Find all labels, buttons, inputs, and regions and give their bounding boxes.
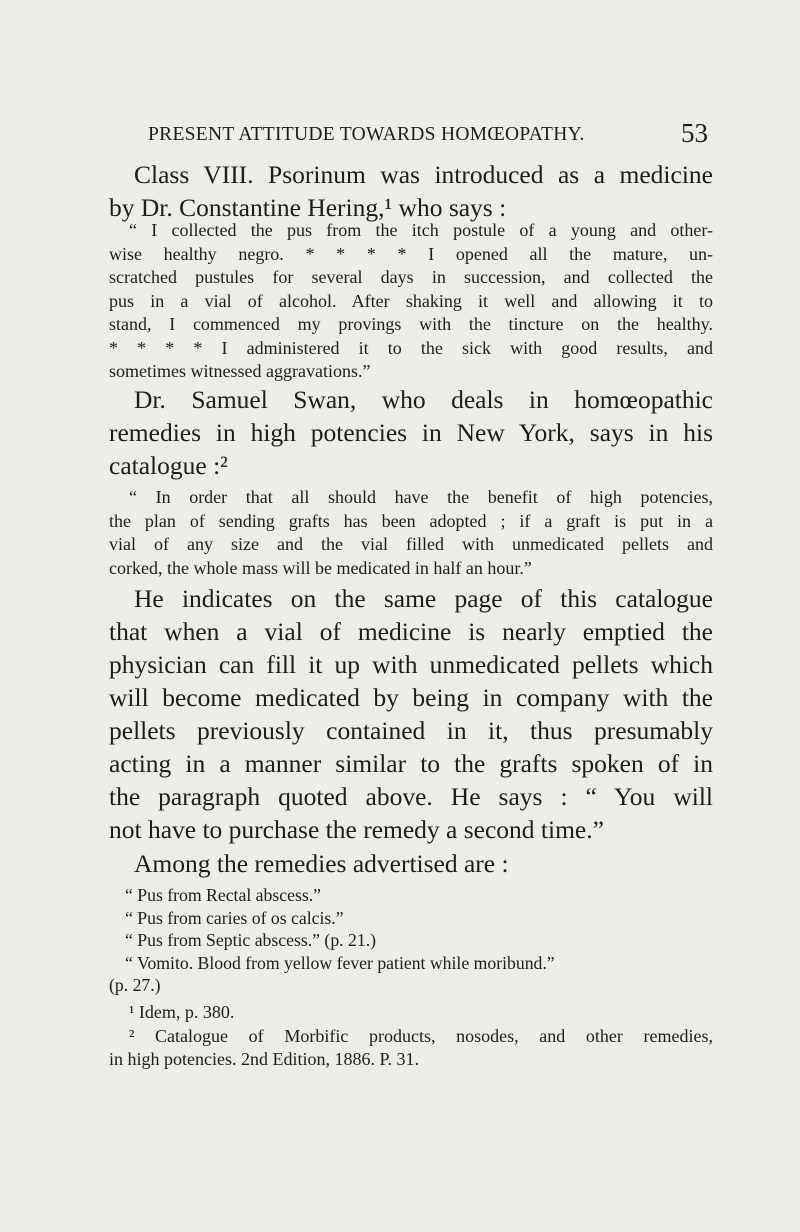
list-item: (p. 27.) <box>109 975 161 995</box>
paragraph-indicates <box>109 582 713 846</box>
text-line: vial of any size and the vial filled with unmedicated pellets and <box>109 534 713 554</box>
text-line: pellets previously contained in it, thus presumably <box>109 716 713 745</box>
list-item: “ Pus from Rectal abscess.” <box>125 885 321 905</box>
quote-catalogue <box>109 486 713 580</box>
text-line: scratched pustules for several days in succession, and collected the <box>109 267 713 287</box>
text-line: acting in a manner similar to the grafts spoken of in <box>109 749 713 778</box>
footnote-1: ¹ Idem, p. 380. <box>129 1002 235 1022</box>
text-line: “ I collected the pus from the itch postule of a young and other- <box>129 220 713 240</box>
text-line: He indicates on the same page of this catalogue <box>134 584 713 613</box>
running-head: PRESENT ATTITUDE TOWARDS HOMŒOPATHY. <box>148 124 585 145</box>
list-item: “ Vomito. Blood from yellow fever patient while moribund.” <box>125 952 555 973</box>
text-line: catalogue :² <box>109 451 228 480</box>
footnote-2-continued: in high potencies. 2nd Edition, 1886. P. 31. <box>109 1049 419 1069</box>
text-line: physician can fill it up with unmedicated pellets which <box>109 650 713 679</box>
text-line: * * * * I administered it to the sick with good results, and <box>109 337 713 358</box>
text-line: by Dr. Constantine Hering,¹ who says : <box>109 193 507 222</box>
paragraph-swan <box>109 383 713 482</box>
text-line: the plan of sending grafts has been adopted ; if a graft is put in a <box>109 510 713 531</box>
list-item: “ Pus from caries of os calcis.” <box>125 907 344 928</box>
text-line: “ In order that all should have the benefit of high potencies, <box>129 487 713 507</box>
text-line: Class VIII. Psorinum was introduced as a medicine <box>134 160 713 189</box>
text-line: remedies in high potencies in New York, says in his <box>109 418 713 447</box>
footnote-2: ² Catalogue of Morbific products, nosodes, and other remedies, <box>129 1025 713 1046</box>
quote-hering <box>109 219 713 384</box>
text-line: that when a vial of medicine is nearly emptied the <box>109 617 713 646</box>
text-line: the paragraph quoted above. He says : “ You will <box>109 782 713 811</box>
footnotes <box>109 1001 713 1072</box>
text-line: stand, I commenced my provings with the tincture on the healthy. <box>109 314 713 334</box>
text-line: wise healthy negro. * * * * I opened all the mature, un- <box>109 243 713 264</box>
text-line: Among the remedies advertised are : <box>134 849 509 878</box>
list-item: “ Pus from Septic abscess.” (p. 21.) <box>125 930 377 950</box>
page-header <box>148 118 708 152</box>
remedies-list <box>109 884 713 997</box>
text-line: Dr. Samuel Swan, who deals in homœopathic <box>134 385 713 414</box>
text-line: will become medicated by being in company with the <box>109 683 713 712</box>
page-number: 53 <box>681 118 708 148</box>
text-line: pus in a vial of alcohol. After shaking it well and allowing it to <box>109 290 713 311</box>
paragraph-psorinum <box>109 158 713 224</box>
text-line: corked, the whole mass will be medicated in half an hour.” <box>109 557 532 578</box>
paragraph-among <box>109 847 713 880</box>
text-line: sometimes witnessed aggravations.” <box>109 361 371 381</box>
text-line: not have to purchase the remedy a second time.” <box>109 815 604 844</box>
